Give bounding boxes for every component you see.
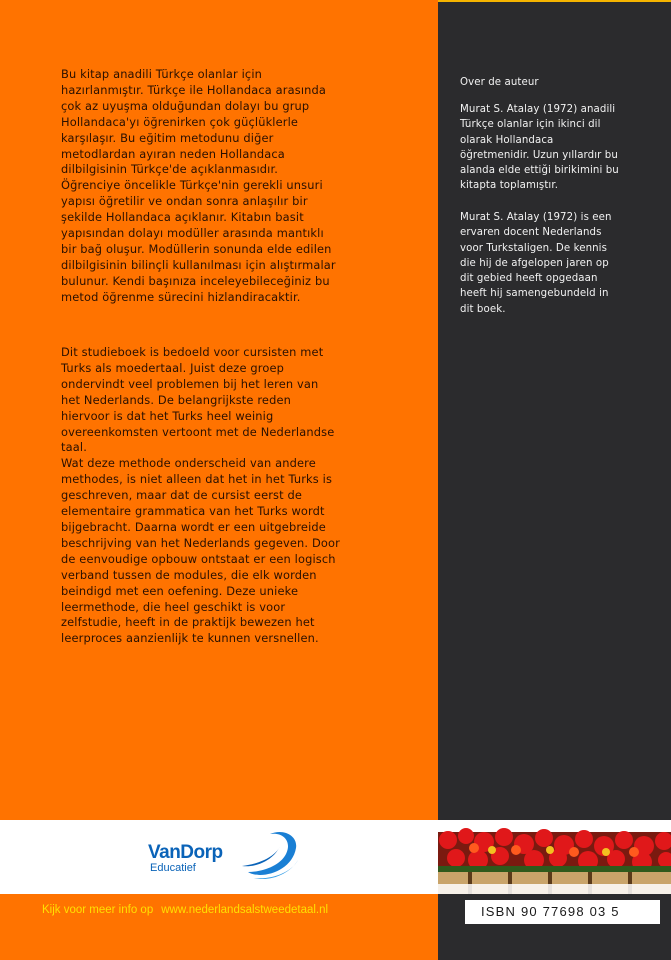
publisher-subtitle: Educatief [150, 862, 196, 874]
dutch-description: Dit studieboek is bedoeld voor cursisten met Turks als moedertaal. Juist deze groep ondervindt veel problemen bij het leren van het Nederlands. De belangrijkste reden hiervoor is dat het Turks heel weinig overeenkomsten vertoont met de Nederlandse taal. Wat deze methode onderscheid van andere methodes, is niet alleen dat het in het Turks is geschreven, maar dat de cursist eerst de elementaire grammatica van het Turks wordt bijgebracht. Daarna wordt er een uitgebreide beschrijving van het Nederlands gegeven. Door de eenvoudige opbouw ontstaat er een logisch verband tussen de modules, die elk worden beindigd met een oefening. Deze unieke leermethode, die heel geschikt is voor zelfstudie, heeft in de praktijk bewezen het leerproces aanzienlijk te kunnen versnellen. [61, 345, 340, 646]
footer-info [42, 904, 328, 916]
publisher-logo [148, 826, 308, 886]
top-accent-strip [438, 0, 671, 2]
turkish-description: Bu kitap anadili Türkçe olanlar için hazırlanmıştır. Türkçe ile Hollandaca arasında çok az uyuşma olduğundan dolayı bu grup Hollandaca'yı öğrenirken çok güçlüklerle karşılaşır. Bu eğitim metodunu diğer metodlardan ayıran neden Hollandaca dilbilgisinin Türkçe'de açıklanmasıdır. Öğrenciye öncelikle Türkçe'nin gerekli unsuri yapısı öğretilir ve ondan sonra anlaşılır bir şekilde Hollandaca açıklanır. Kitabın basit yapısından dolayı modüller arasında mantıklı bir bağ oluşur. Modüllerin sonunda elde edilen dilbilgisinin bilinçli kullanılması için alıştırmalar bulunur. Kendi başınıza inceleyebileceğiniz bu metod öğrenme sürecini hizlandiracaktir. [61, 67, 336, 304]
isbn-number: ISBN 90 77698 03 5 [481, 904, 620, 919]
publisher-name: VanDorp [148, 842, 223, 863]
author-bio-dutch: Murat S. Atalay (1972) is een ervaren docent Nederlands voor Turkstaligen. De kennis die hij de afgelopen jaren op dit gebied heeft opgedaan heeft hij samengebundeld in dit boek. [460, 212, 612, 315]
footer-info-label: Kijk voor meer info op [42, 904, 154, 916]
author-heading: Over de auteur [460, 77, 539, 88]
blue-swoosh-icon [240, 826, 302, 882]
website-link[interactable]: www.nederlandsalstweedetaal.nl [161, 904, 329, 916]
author-bio-turkish: Murat S. Atalay (1972) anadili Türkçe olanlar için ikinci dil olarak Hollandaca öğretmenidir. Uzun yıllardır bu alanda elde ettiği birikimini bu kitapta toplamıştır. [460, 104, 619, 192]
red-flowers-photo [438, 820, 671, 894]
